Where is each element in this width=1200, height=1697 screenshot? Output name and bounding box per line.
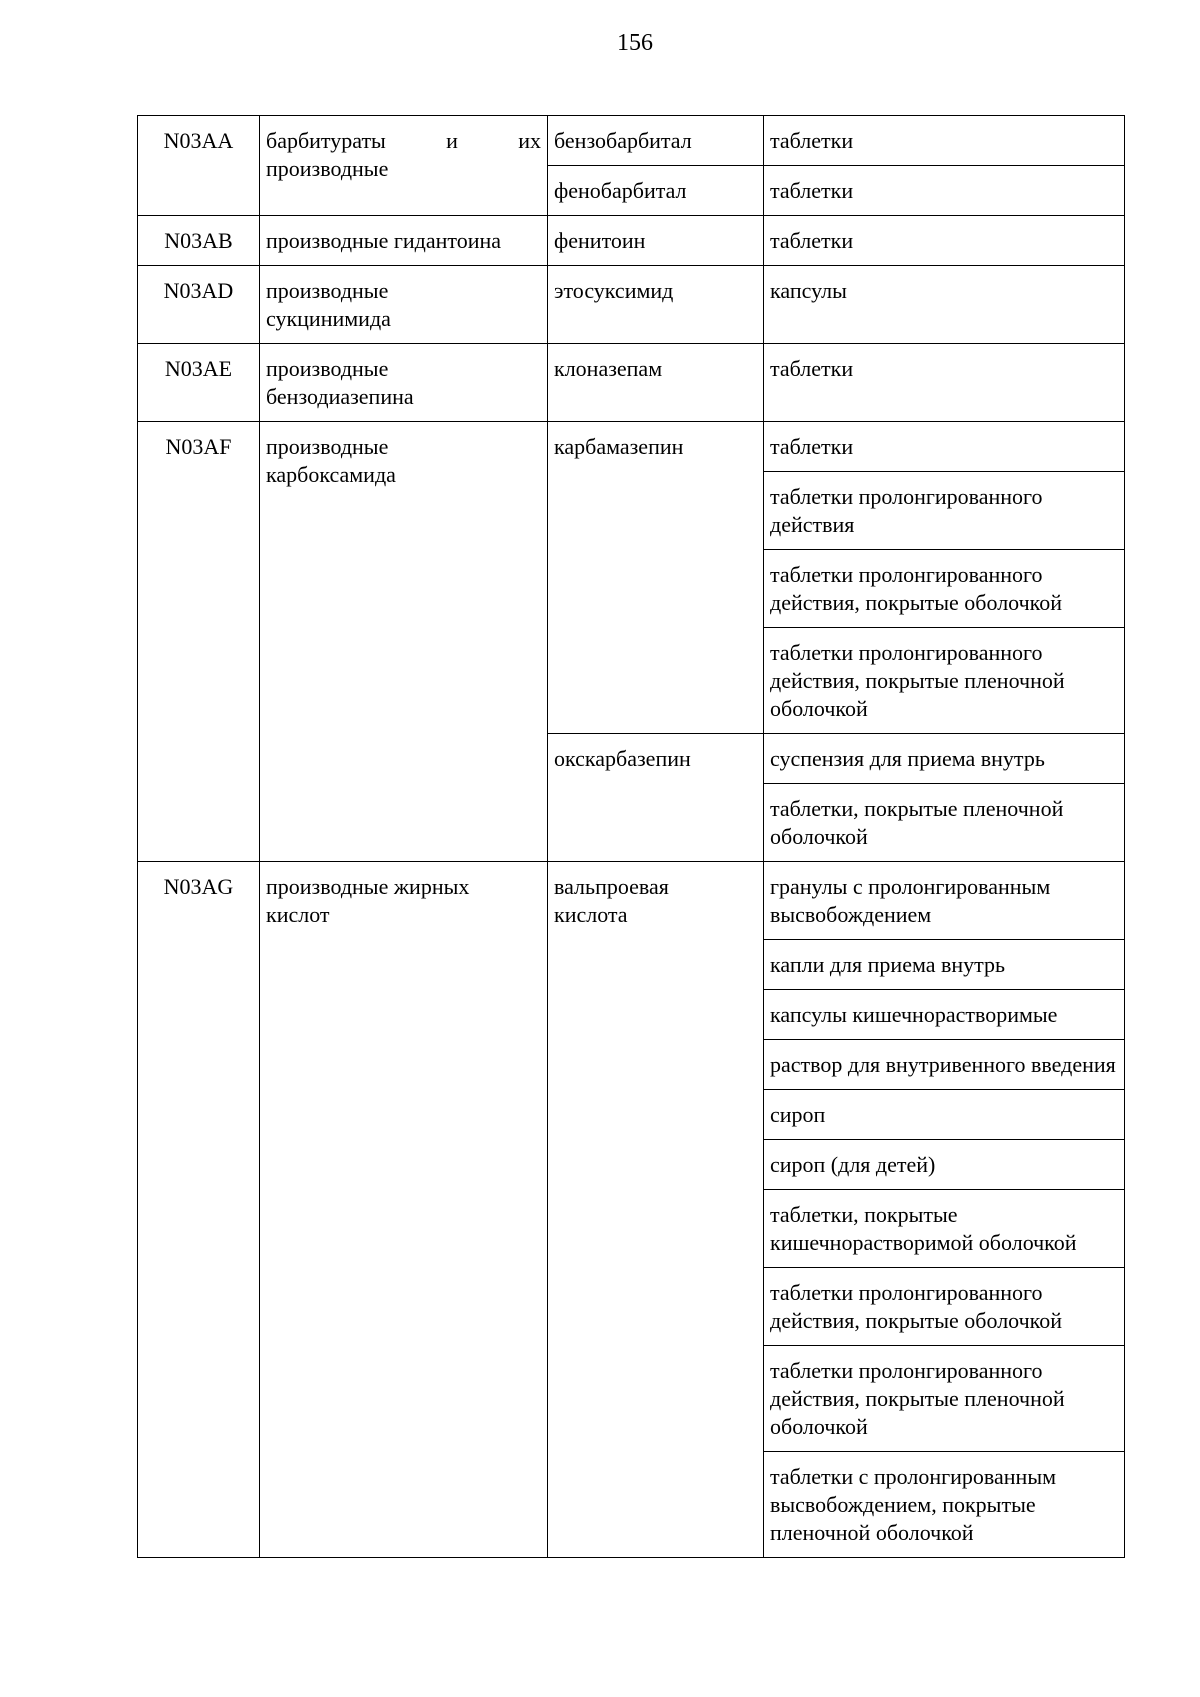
dosage-form-cell: таблетки [764, 166, 1125, 216]
dosage-form-cell: таблетки пролонгированного действия, покрытые пленочной оболочкой [764, 1346, 1125, 1452]
dosage-form-cell: таблетки [764, 116, 1125, 166]
dosage-form-cell: капли для приема внутрь [764, 940, 1125, 990]
atc-code-cell: N03AF [138, 422, 260, 862]
drug-name-cell: фенитоин [548, 216, 764, 266]
drug-name-cell: клоназепам [548, 344, 764, 422]
atc-code-cell: N03AB [138, 216, 260, 266]
dosage-form-cell: гранулы с пролонгированным высвобождением [764, 862, 1125, 940]
group-name-cell: производные сукцинимида [260, 266, 548, 344]
dosage-form-cell: таблетки, покрытые пленочной оболочкой [764, 784, 1125, 862]
dosage-form-cell: таблетки пролонгированного действия, покрытые пленочной оболочкой [764, 628, 1125, 734]
dosage-form-cell: суспензия для приема внутрь [764, 734, 1125, 784]
atc-code-cell: N03AA [138, 116, 260, 216]
table-row [138, 216, 1125, 266]
dosage-form-cell: таблетки [764, 216, 1125, 266]
dosage-form-cell: таблетки [764, 422, 1125, 472]
drug-name-cell: фенобарбитал [548, 166, 764, 216]
group-name-cell: производные гидантоина [260, 216, 548, 266]
group-name-line: барбитураты и их [266, 128, 541, 153]
dosage-form-cell: сироп (для детей) [764, 1140, 1125, 1190]
table-row [138, 266, 1125, 344]
table-row [138, 862, 1125, 940]
dosage-form-cell: таблетки с пролонгированным высвобождением, покрытые пленочной оболочкой [764, 1452, 1125, 1558]
table-row [138, 344, 1125, 422]
drug-name-cell: карбамазепин [548, 422, 764, 734]
drug-name-cell: этосуксимид [548, 266, 764, 344]
dosage-form-cell: капсулы кишечнорастворимые [764, 990, 1125, 1040]
atc-code-cell: N03AD [138, 266, 260, 344]
dosage-form-cell: раствор для внутривенного введения [764, 1040, 1125, 1090]
dosage-form-cell: таблетки пролонгированного действия [764, 472, 1125, 550]
page-number: 156 [617, 30, 653, 56]
drug-name-cell: вальпроевая кислота [548, 862, 764, 1558]
dosage-form-cell: таблетки, покрытые кишечнорастворимой оболочкой [764, 1190, 1125, 1268]
group-name-cell: производные бензодиазепина [260, 344, 548, 422]
dosage-form-cell: капсулы [764, 266, 1125, 344]
dosage-form-cell: таблетки [764, 344, 1125, 422]
atc-code-cell: N03AG [138, 862, 260, 1558]
dosage-form-cell: таблетки пролонгированного действия, покрытые оболочкой [764, 550, 1125, 628]
group-name-cell [260, 116, 548, 216]
group-name-line: производные [266, 156, 389, 181]
table-row [138, 116, 1125, 166]
drug-name-cell: окскарбазепин [548, 734, 764, 862]
group-name-cell: производные жирных кислот [260, 862, 548, 1558]
dosage-form-cell: таблетки пролонгированного действия, покрытые оболочкой [764, 1268, 1125, 1346]
table-row [138, 422, 1125, 472]
drug-name-cell: бензобарбитал [548, 116, 764, 166]
dosage-form-cell: сироп [764, 1090, 1125, 1140]
atc-code-cell: N03AE [138, 344, 260, 422]
drug-table [137, 115, 1125, 1558]
group-name-cell: производные карбоксамида [260, 422, 548, 862]
